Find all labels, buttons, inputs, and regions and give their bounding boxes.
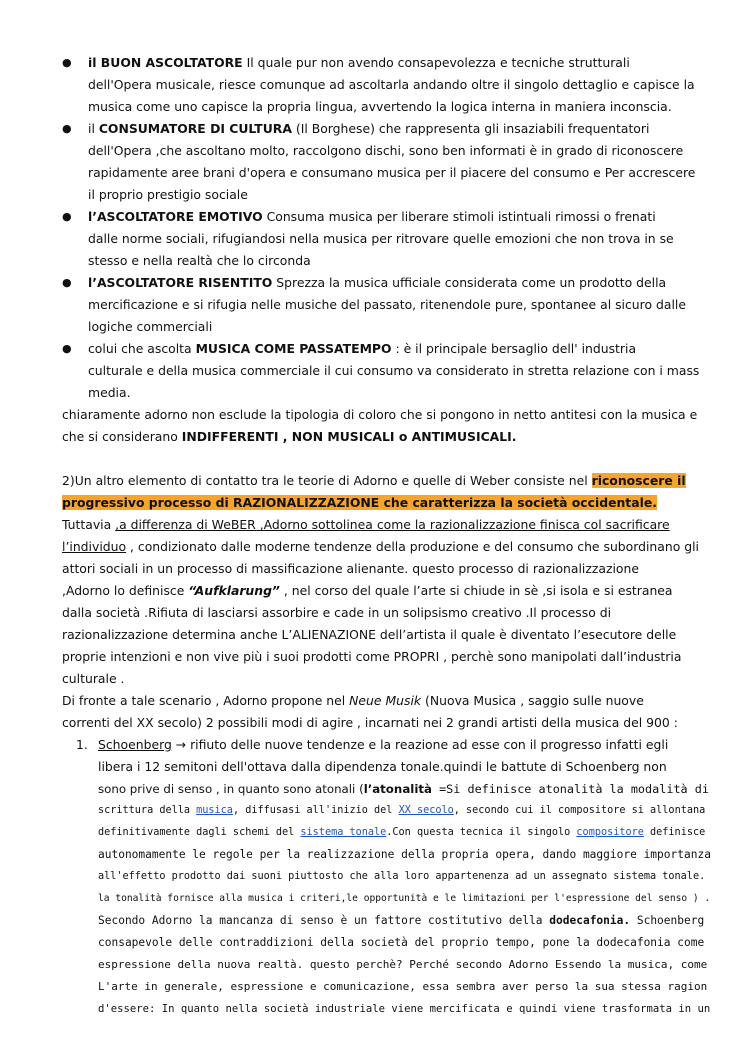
bullet-marker: ● (62, 210, 72, 223)
list-line-7: all'effetto prodotto dai suoni piuttosto che alla loro appartenenza ad un assegnato sistema tonale. (98, 871, 706, 882)
section2-line-9: proprie intenzioni e non vive più i suoi prodotti come PROPRI , perchè sono manipolati dall’industria (62, 649, 682, 664)
section2-line-5: attori sociali in un processo di massificazione alienante. questo processo di razionalizzazione (62, 561, 639, 576)
section2-line-12: correnti del XX secolo) 2 possibili modi di agire , incarnati nei 2 grandi artisti della musica del 900 : (62, 715, 678, 730)
list-line-10: consapevole delle contraddizioni della società del proprio tempo, pone la dodecafonia come (98, 936, 705, 949)
section2-line-4: l’individuo , condizionato dalle moderne tendenze della produzione e del consumo che subordinano gli (62, 539, 700, 554)
list-line-11: espressione della nuova realtà. questo perchè? Perché secondo Adorno Essendo la musica, come (98, 958, 708, 971)
list-line-2: libera i 12 semitoni dell'ottava dalla dipendenza tonale.quindi le battute di Schoenberg non (98, 759, 667, 774)
bullet-3-line-2: dalle norme sociali, rifugiandosi nella musica per ritrovare quelle emozioni che non trova in se (88, 231, 674, 246)
list-line-9: Secondo Adorno la mancanza di senso è un fattore costitutivo della dodecafonia. Schoenberg (98, 914, 705, 927)
list-line-13: d'essere: In quanto nella società industriale viene mercificata e quindi viene trasformata in un (98, 1003, 711, 1015)
list-line-6: autonomamente le regole per la realizzazione della propria opera, dando maggiore importanza (98, 848, 711, 861)
bullet-2-line-2: dell'Opera ,che ascoltano molto, raccolgono dischi, sono ben informati è in grado di riconoscere (88, 143, 684, 158)
list-line-5: definitivamente dagli schemi del sistema tonale.Con questa tecnica il singolo compositore definisce (98, 827, 706, 838)
bullet-5-line-1: colui che ascolta MUSICA COME PASSATEMPO : è il principale bersaglio dell' industria (88, 341, 637, 356)
bullet-1-line-1: il BUON ASCOLTATORE Il quale pur non avendo consapevolezza e tecniche strutturali (88, 55, 630, 70)
bullet-5-line-3: media. (88, 385, 131, 400)
list-line-1: Schoenberg → rifiuto delle nuove tendenze e la reazione ad esse con il progresso infatti egli (98, 737, 669, 752)
bullet-marker: ● (62, 56, 72, 69)
link-compositore[interactable]: compositore (576, 827, 644, 838)
section2-line-11: Di fronte a tale scenario , Adorno propone nel Neue Musik (Nuova Musica , saggio sulle nuove (62, 693, 644, 708)
conclusion-line-2: che si considerano INDIFFERENTI , NON MUSICALI o ANTIMUSICALI. (62, 429, 517, 444)
list-line-12: L'arte in generale, espressione e comunicazione, essa sembra aver perso la sua stessa ragion (98, 980, 708, 993)
bullet-3-line-1: l’ASCOLTATORE EMOTIVO Consuma musica per liberare stimoli istintuali rimossi o frenati (88, 209, 656, 224)
section2-line-2 (62, 492, 657, 514)
bullet-2-line-1: il CONSUMATORE DI CULTURA (Il Borghese) che rappresenta gli insaziabili frequentatori (88, 121, 650, 136)
link-xx-secolo[interactable]: XX secolo (398, 805, 454, 816)
list-line-4: scrittura della musica, diffusasi all'inizio del XX secolo, secondo cui il compositore si allontana (98, 805, 706, 816)
list-line-3: sono prive di senso , in quanto sono atonali (l’atonalità =Si definisce atonalità la modalità di (98, 782, 709, 796)
list-number: 1. (76, 737, 88, 752)
bullet-4-line-2: mercificazione e si rifugia nelle musiche del passato, ritenendole pure, spontanee al sicuro dalle (88, 297, 686, 312)
bullet-2-line-3: rapidamente aree brani d'opera e consumano musica per il piacere del consumo e Per accrescere (88, 165, 696, 180)
bullet-3-line-3: stesso e nella realtà che lo circonda (88, 253, 311, 268)
highlight: riconoscere il (591, 473, 686, 488)
bullet-5-line-2: culturale e della musica commerciale il cui consumo va considerato in stretta relazione con i mass (88, 363, 700, 378)
conclusion-line-1: chiaramente adorno non esclude la tipologia di coloro che si pongono in netto antitesi con la musica e (62, 407, 698, 422)
section2-line-10: culturale . (62, 671, 125, 686)
section2-line-1: 2)Un altro elemento di contatto tra le teorie di Adorno e quelle di Weber consiste nel riconoscere il (62, 473, 686, 488)
section2-line-8: razionalizzazione determina anche L’ALIENAZIONE dell’artista il quale è diventato l’esecutore delle (62, 627, 677, 642)
section2-line-7: dalla società .Rifiuta di lasciarsi assorbire e cade in un solipsismo creativo .Il processo di (62, 605, 612, 620)
bullet-1-line-2: dell'Opera musicale, riesce comunque ad ascoltarla andando oltre il singolo dettaglio e capisce la (88, 77, 695, 92)
list-line-8: la tonalità fornisce alla musica i criteri,le opportunità e le limitazioni per l'espressione del senso ) . (98, 893, 711, 904)
bullet-marker: ● (62, 122, 72, 135)
link-sistema-tonale[interactable]: sistema tonale (300, 827, 387, 838)
section2-line-3: Tuttavia ,a differenza di WeBER ,Adorno sottolinea come la razionalizzazione finisca col sacrificare (62, 517, 670, 532)
bullet-4-line-1: l’ASCOLTATORE RISENTITO Sprezza la musica ufficiale considerata come un prodotto della (88, 275, 667, 290)
section2-line-6: ,Adorno lo definisce “Aufklarung” , nel corso del quale l’arte si chiude in sè ,si isola e si estranea (62, 583, 673, 598)
bullet-4-line-3: logiche commerciali (88, 319, 213, 334)
bullet-marker: ● (62, 276, 72, 289)
bullet-marker: ● (62, 342, 72, 355)
bullet-2-line-4: il proprio prestigio sociale (88, 187, 248, 202)
highlight: progressivo processo di RAZIONALIZZAZIONE che caratterizza la società occidentale. (62, 495, 657, 510)
link-musica[interactable]: musica (196, 805, 233, 816)
bullet-1-line-3: musica come uno capisce la propria lingua, avvertendo la logica interna in maniera inconscia. (88, 99, 672, 114)
